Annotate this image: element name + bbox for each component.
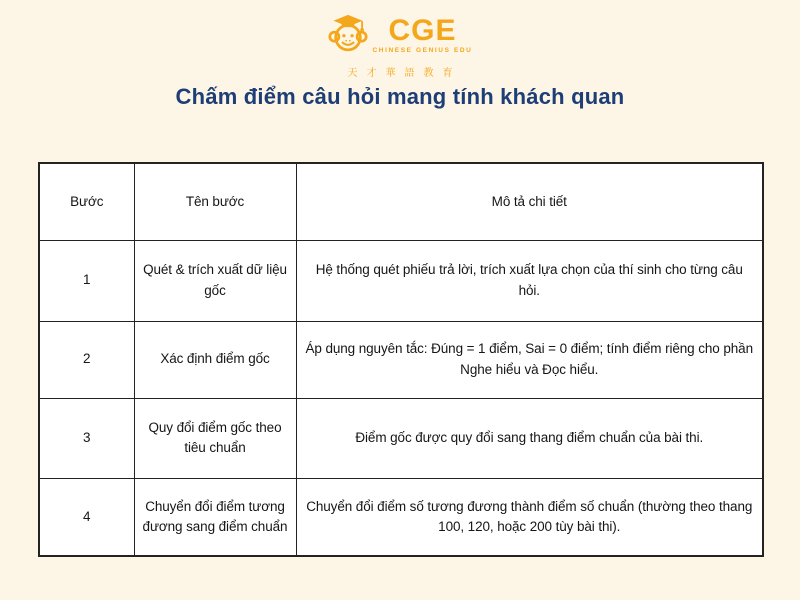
step-description: Áp dụng nguyên tắc: Đúng = 1 điểm, Sai = 0 điểm; tính điểm riêng cho phần Nghe hiểu và Đọc hiểu. <box>296 321 763 398</box>
monkey-graduate-icon <box>328 10 368 61</box>
step-description: Chuyển đổi điểm số tương đương thành điểm số chuẩn (thường theo thang 100, 120, hoặc 200 tùy bài thi). <box>296 478 763 556</box>
logo-chinese-name: 天才華語教育 <box>347 68 462 79</box>
table-row <box>39 478 763 556</box>
page-title: Chấm điểm câu hỏi mang tính khách quan <box>175 84 625 109</box>
step-description: Hệ thống quét phiếu trả lời, trích xuất lựa chọn của thí sinh cho từng câu hỏi. <box>296 240 763 321</box>
table-row <box>39 240 763 321</box>
step-number: 3 <box>39 398 134 478</box>
header-step-name: Tên bước <box>134 163 296 240</box>
table-row <box>39 321 763 398</box>
step-name: Quy đổi điểm gốc theo tiêu chuẩn <box>134 398 296 478</box>
logo-acronym: CGE <box>388 14 457 48</box>
header-step: Bước <box>39 163 134 240</box>
step-number: 2 <box>39 321 134 398</box>
step-name: Chuyển đổi điểm tương đương sang điểm chuẩn <box>134 478 296 556</box>
step-number: 4 <box>39 478 134 556</box>
brand-logo <box>0 10 800 79</box>
step-name: Quét & trích xuất dữ liệu gốc <box>134 240 296 321</box>
table-row <box>39 398 763 478</box>
step-description: Điểm gốc được quy đổi sang thang điểm chuẩn của bài thi. <box>296 398 763 478</box>
scoring-steps-table <box>38 162 764 557</box>
step-name: Xác định điểm gốc <box>134 321 296 398</box>
header-description: Mô tả chi tiết <box>296 163 763 240</box>
table-header-row <box>39 163 763 240</box>
logo-subtitle: CHINESE GENIUS EDU <box>372 47 473 55</box>
step-number: 1 <box>39 240 134 321</box>
